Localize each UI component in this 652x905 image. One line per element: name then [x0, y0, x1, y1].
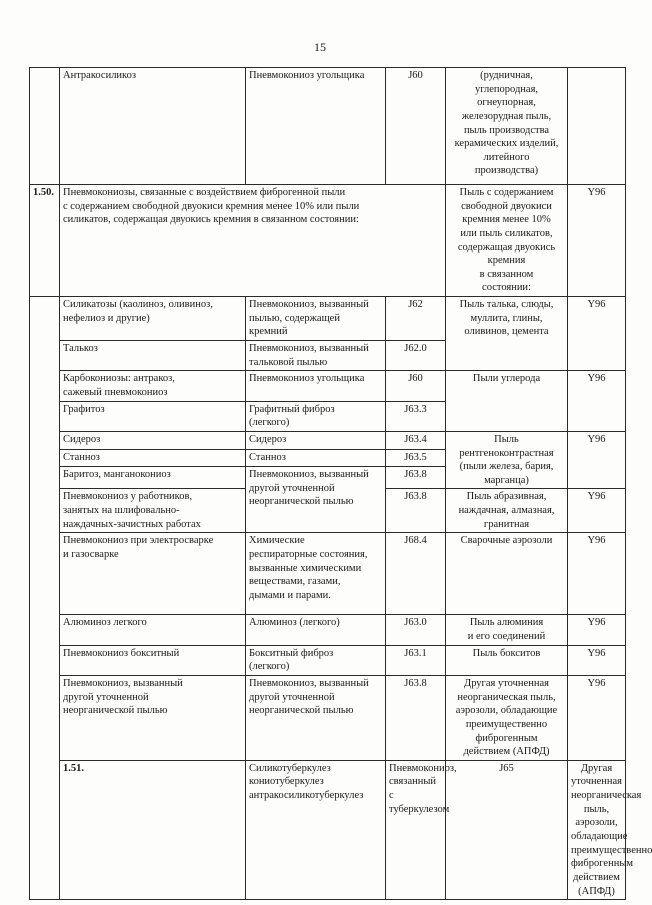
- icd-code-cell: J63.8: [386, 675, 446, 760]
- category-cell: Y96: [568, 645, 626, 675]
- icd-code-cell: J60: [386, 371, 446, 401]
- disease-name-cell: Антракосиликоз: [60, 68, 246, 185]
- exposure-cell: Пыль абразивная, наждачная, алмазная, гранитная: [446, 489, 568, 533]
- exposure-cell: Пыль алюминия и его соединений: [446, 615, 568, 645]
- row-number-cell: 1.51.: [60, 760, 246, 899]
- group-title-cell: Пневмокониозы, связанные с воздействием фиброгенной пыли с содержанием свободной двуокиси кремния менее 10% или пыли силикатов, содержащая двуокись кремния в связанном состоянии:: [60, 185, 446, 297]
- icd-code-cell: J63.0: [386, 615, 446, 645]
- exposure-cell: Пыль талька, слюды, муллита, глины, оливинов, цемента: [446, 297, 568, 371]
- category-cell: Y96: [568, 185, 626, 297]
- disease-name-cell: Силикотуберкулез кониотуберкулез антракосиликотуберкулез: [246, 760, 386, 899]
- diagnosis-cell: Пневмокониоз, вызванный другой уточненной неорганической пылью: [246, 466, 386, 532]
- disease-table: [29, 67, 652, 900]
- row-number-cell: [30, 68, 60, 185]
- disease-name-cell: Карбокониозы: антракоз, сажевый пневмокониоз: [60, 371, 246, 401]
- diagnosis-cell: Бокситный фиброз (легкого): [246, 645, 386, 675]
- row-number-cell: 1.50.: [30, 185, 60, 297]
- exposure-cell: Пыль с содержанием свободной двуокиси кремния менее 10% или пыль силикатов, содержащая двуокись кремния в связанном состоянии:: [446, 185, 568, 297]
- table-row: [30, 371, 626, 401]
- diagnosis-cell: Пневмокониоз, вызванный тальковой пылью: [246, 341, 386, 371]
- exposure-cell: Пыль бокситов: [446, 645, 568, 675]
- exposure-cell: Сварочные аэрозоли: [446, 533, 568, 615]
- table-row: [30, 185, 626, 297]
- disease-name-cell: Талькоз: [60, 341, 246, 371]
- table-row: [30, 431, 626, 449]
- row-number-cell: [30, 297, 60, 900]
- table-row: [30, 615, 626, 645]
- exposure-cell: (рудничная, углепородная, огнеупорная, железорудная пыль, пыль производства керамических изделий, литейного производства): [446, 68, 568, 185]
- table-row: [30, 675, 626, 760]
- diagnosis-cell: Станноз: [246, 449, 386, 466]
- disease-name-cell: Силикатозы (каолиноз, оливиноз, нефелиоз и другие): [60, 297, 246, 341]
- icd-code-cell: J60: [386, 68, 446, 185]
- page-number: 15: [314, 40, 326, 54]
- table-row: [30, 297, 626, 341]
- table-row: [30, 760, 626, 899]
- diagnosis-cell: Алюминоз (легкого): [246, 615, 386, 645]
- disease-name-cell: Пневмокониоз бокситный: [60, 645, 246, 675]
- diagnosis-cell: Пневмокониоз, вызванный пылью, содержащей кремний: [246, 297, 386, 341]
- category-cell: [568, 68, 626, 185]
- icd-code-cell: J63.8: [386, 489, 446, 533]
- icd-code-cell: J63.5: [386, 449, 446, 466]
- disease-name-cell: Пневмокониоз, вызванный другой уточненной неорганической пылью: [60, 675, 246, 760]
- exposure-cell: Другая уточненная неорганическая пыль, аэрозоли, обладающие преимущественно фиброгенным действием (АПФД): [568, 760, 626, 899]
- category-cell: Y96: [568, 675, 626, 760]
- diagnosis-cell: Пневмокониоз, вызванный другой уточненной неорганической пылью: [246, 675, 386, 760]
- disease-name-cell: Алюминоз легкого: [60, 615, 246, 645]
- disease-name-cell: Баритоз, манганокониоз: [60, 466, 246, 489]
- table-row: [30, 533, 626, 615]
- disease-name-cell: Пневмокониоз у работников, занятых на шлифовально- наждачных-зачистных работах: [60, 489, 246, 533]
- icd-code-cell: J63.3: [386, 401, 446, 431]
- diagnosis-cell: Пневмокониоз угольщика: [246, 68, 386, 185]
- exposure-cell: Пыль рентгеноконтрастная (пыли железа, бария, марганца): [446, 431, 568, 489]
- exposure-cell: Другая уточненная неорганическая пыль, аэрозоли, обладающие преимущественно фиброгенным действием (АПФД): [446, 675, 568, 760]
- table-row: [30, 68, 626, 185]
- disease-name-cell: Графитоз: [60, 401, 246, 431]
- diagnosis-cell: Графитный фиброз (легкого): [246, 401, 386, 431]
- disease-name-cell: Пневмокониоз при электросварке и газосварке: [60, 533, 246, 615]
- category-cell: Y96: [568, 297, 626, 371]
- icd-code-cell: J62.0: [386, 341, 446, 371]
- exposure-cell: Пыли углерода: [446, 371, 568, 432]
- disease-name-cell: Станноз: [60, 449, 246, 466]
- icd-code-cell: J63.1: [386, 645, 446, 675]
- category-cell: Y96: [568, 615, 626, 645]
- diagnosis-cell: Пневмокониоз, связанный с туберкулезом: [386, 760, 446, 899]
- diagnosis-cell: Пневмокониоз угольщика: [246, 371, 386, 401]
- category-cell: Y96: [568, 431, 626, 489]
- diagnosis-cell: Химические респираторные состояния, вызванные химическими веществами, газами, дымами и парами.: [246, 533, 386, 615]
- diagnosis-cell: Сидероз: [246, 431, 386, 449]
- icd-code-cell: J63.8: [386, 466, 446, 489]
- disease-name-cell: Сидероз: [60, 431, 246, 449]
- category-cell: Y96: [568, 489, 626, 533]
- category-cell: Y96: [568, 371, 626, 432]
- table-row: [30, 645, 626, 675]
- icd-code-cell: J68.4: [386, 533, 446, 615]
- icd-code-cell: J62: [386, 297, 446, 341]
- icd-code-cell: J63.4: [386, 431, 446, 449]
- icd-code-cell: J65: [446, 760, 568, 899]
- category-cell: Y96: [568, 533, 626, 615]
